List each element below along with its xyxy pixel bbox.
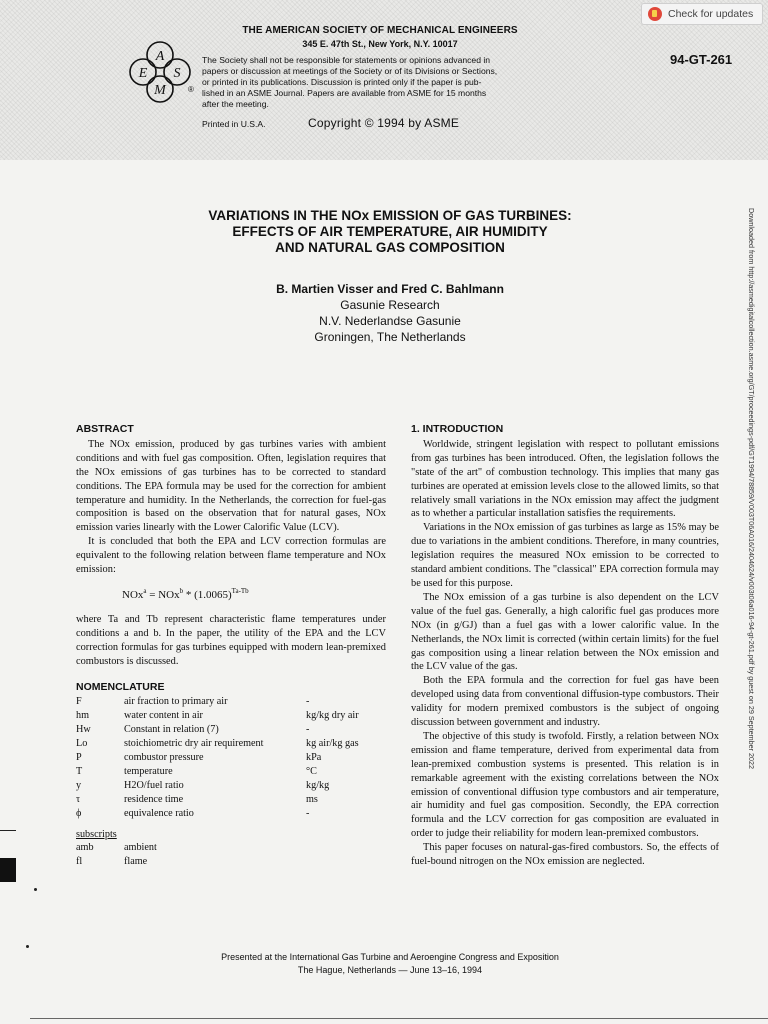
- nomenclature-description: Constant in relation (7): [124, 724, 219, 736]
- disclaimer-line: papers or discussion at meetings of the Society or of its Divisions or Sections,: [202, 66, 498, 76]
- nomenclature-row: [76, 709, 381, 723]
- equation-sup: a: [143, 586, 147, 595]
- disclaimer-line: The Society shall not be responsible for statements or opinions advanced in: [202, 55, 491, 65]
- nomenclature-description: H2O/fuel ratio: [124, 779, 184, 791]
- disclaimer: [202, 55, 547, 110]
- scan-dot: [26, 945, 29, 948]
- nomenclature-symbol: Lo: [76, 738, 88, 750]
- nomenclature-unit: -: [306, 696, 310, 708]
- subscript-symbol: fl: [76, 856, 83, 868]
- disclaimer-line: after the meeting.: [202, 99, 269, 109]
- subscripts-heading: subscripts: [76, 828, 117, 840]
- intro-paragraph: The NOx emission of a gas turbine is also dependent on the LCV value of the fuel gas. Generally, a high calorific fuel gas produces more NOx (in g/GJ) than a fuel gas with a lower calorific value. In the Netherlands, the NOx limit is corrected (within certain limits) for the fuel gas composition using a linear relation between the NOx emission and the LCV value of the gas.: [411, 591, 719, 673]
- abstract-paragraph: It is concluded that both the EPA and LCV correction formulas are equivalent to the following relation between flame temperature and NOx emission:: [76, 536, 386, 576]
- nomenclature-row: [76, 793, 381, 807]
- nomenclature-heading: NOMENCLATURE: [76, 680, 165, 693]
- check-for-updates-label: Check for updates: [668, 8, 754, 20]
- nomenclature-row: [76, 807, 381, 821]
- download-watermark: Downloaded from http://asmedigitalcollection.asme.org/GT/proceedings-pdf/GT1994/78859/V003T06A016/2404624/v003t06a016-94-gt-261.pdf by guest on 29 September 2022: [747, 208, 756, 769]
- nomenclature-unit: kPa: [306, 752, 322, 764]
- nomenclature-description: residence time: [124, 793, 184, 805]
- footer-line: Presented at the International Gas Turbine and Aeroengine Congress and Exposition: [221, 952, 559, 962]
- nomenclature-symbol: F: [76, 696, 82, 708]
- nomenclature-symbol: ϕ: [76, 807, 82, 819]
- affiliation-line: N.V. Nederlandse Gasunie: [319, 314, 461, 328]
- nomenclature-unit: -: [306, 724, 310, 736]
- printed-in: Printed in U.S.A.: [202, 119, 266, 129]
- subscript-row: [76, 841, 157, 855]
- right-column: [411, 423, 719, 869]
- nomenclature-symbol: τ: [76, 793, 81, 805]
- society-address: 345 E. 47th St., New York, N.Y. 10017: [302, 39, 458, 49]
- nomenclature-unit: kg air/kg gas: [306, 738, 359, 750]
- nomenclature-unit: -: [306, 807, 310, 819]
- nomenclature-unit: kg/kg dry air: [306, 710, 359, 722]
- paper-title: [150, 208, 630, 256]
- intro-paragraph: Both the EPA formula and the correction for fuel gas have been developed using data from conventional diffusion-type combustors. Their validity for modern premixed combustors is the subject of ongoing discussion between government and industry.: [411, 675, 719, 729]
- scan-dot: [34, 888, 37, 891]
- nomenclature-row: [76, 765, 381, 779]
- subscript-row: [76, 855, 157, 869]
- subscript-description: flame: [124, 856, 148, 868]
- footer-line: The Hague, Netherlands — June 13–16, 1994: [297, 965, 483, 975]
- nomenclature-row: [76, 737, 381, 751]
- nomenclature-symbol: y: [76, 779, 82, 791]
- nomenclature-row: [76, 723, 381, 737]
- left-column: [76, 423, 386, 869]
- intro-paragraph: The objective of this study is twofold. Firstly, a relation between NOx emission and flame temperature, derived from experimental data from lean-premixed combustion systems is presented. This relation is in remarkable agreement with the existing correlations between the NOx emission of conventional diffusion type combustors and air temperature, air humidity and fuel gas composition. Secondly, the EPA correction formula and the LCV correction for gas composition are evaluated in order to judge their reliability for modern lean-premixed combustors.: [411, 730, 719, 840]
- abstract-paragraph: where Ta and Tb represent characteristic flame temperatures under conditions a and b. In the paper, the utility of the EPA and the LCV correction formulas for gas turbines equipped with modern lean-premixed combustors is discussed.: [76, 613, 386, 667]
- nomenclature-row: [76, 751, 381, 765]
- nomenclature-description: temperature: [124, 765, 173, 777]
- bottom-rule: [30, 1018, 768, 1019]
- logo-letter-right: S: [173, 66, 181, 81]
- nomenclature-unit: °C: [306, 765, 317, 777]
- subscripts-table: [76, 841, 157, 869]
- copyright-notice: Copyright © 1994 by ASME: [308, 116, 460, 130]
- nomenclature-description: water content in air: [124, 710, 203, 722]
- nomenclature-row: [76, 779, 381, 793]
- authors: B. Martien Visser and Fred C. Bahlmann: [276, 282, 504, 296]
- check-for-updates-button[interactable]: [641, 3, 763, 25]
- title-line: EFFECTS OF AIR TEMPERATURE, AIR HUMIDITY: [232, 224, 548, 239]
- equation-mid: = NOx: [146, 588, 180, 601]
- introduction-heading: 1. INTRODUCTION: [411, 423, 504, 435]
- nomenclature-symbol: T: [76, 765, 83, 777]
- logo-letter-bottom: M: [154, 83, 166, 98]
- nomenclature-row: [76, 695, 381, 709]
- nomenclature-description: air fraction to primary air: [124, 696, 228, 708]
- abstract-heading: ABSTRACT: [76, 423, 134, 435]
- nomenclature-symbol: Hw: [76, 724, 91, 736]
- equation-sup: b: [179, 586, 184, 595]
- intro-paragraph: This paper focuses on natural-gas-fired combustors. So, the effects of fuel-bound nitrogen on the NOx emission are neglected.: [411, 842, 719, 868]
- nomenclature-unit: ms: [306, 793, 318, 805]
- intro-paragraph: Variations in the NOx emission of gas turbines as large as 15% may be due to variations in the ambient conditions. Therefore, in many countries, legislation requires the measured NOx emission to be corrected to standard ambient conditions. The "classical" EPA correction formula may be used for this purpose.: [411, 522, 719, 589]
- disclaimer-line: lished in an ASME Journal. Papers are available from ASME for 15 months: [202, 88, 487, 98]
- edge-mark: [0, 830, 16, 831]
- footer: [160, 951, 620, 977]
- nomenclature-symbol: hm: [76, 710, 90, 722]
- affiliation-line: Gasunie Research: [340, 298, 440, 312]
- subscript-symbol: amb: [76, 842, 94, 854]
- logo-letter-top: A: [155, 49, 165, 64]
- nomenclature-unit: kg/kg: [306, 779, 330, 791]
- society-name: THE AMERICAN SOCIETY OF MECHANICAL ENGINEERS: [242, 25, 518, 36]
- nomenclature-table: [76, 695, 381, 820]
- equation-sup: Ta-Tb: [231, 586, 249, 595]
- disclaimer-line: or printed in its publications. Discussion is printed only if the paper is pub-: [202, 77, 482, 87]
- nox-equation: [122, 585, 386, 603]
- registered-mark: ®: [188, 85, 194, 94]
- crossmark-icon: [648, 7, 662, 21]
- equation-rhs: * (1.0065): [183, 588, 232, 601]
- nomenclature-symbol: P: [76, 752, 82, 764]
- nomenclature-description: equivalence ratio: [124, 807, 194, 819]
- paper-number: 94-GT-261: [670, 52, 733, 67]
- intro-paragraph: Worldwide, stringent legislation with respect to pollutant emissions from gas turbines has been introduced. Often, the legislation follows the "state of the art" of combustion technology. This implies that many gas turbines are operated at emission levels close to the allowed limits, so that relatively small variations in the NOx emission may affect the judgment as to whether a particular installation satisfies the requirements.: [411, 438, 719, 520]
- asme-logo: [125, 37, 195, 107]
- nomenclature-description: stoichiometric dry air requirement: [124, 738, 264, 750]
- nomenclature-description: combustor pressure: [124, 752, 204, 764]
- logo-letter-left: E: [138, 66, 148, 81]
- title-line: AND NATURAL GAS COMPOSITION: [275, 240, 505, 255]
- title-line: VARIATIONS IN THE NOx EMISSION OF GAS TURBINES:: [208, 208, 572, 223]
- subscript-description: ambient: [124, 842, 157, 854]
- equation-lhs: NOx: [122, 588, 144, 601]
- edge-mark: [0, 858, 16, 882]
- affiliation-line: Groningen, The Netherlands: [314, 330, 466, 344]
- abstract-paragraph: The NOx emission, produced by gas turbines varies with ambient conditions and with fuel gas composition. Often, legislation requires that the NOx emissions of gas turbines has to be corrected to standard conditions. The EPA formula may be used for the correction for ambient temperature and humidity. In the Netherlands, the correction for fuel-gas composition is based on the observation that for natural gases, NOx emission varies linearly with the Lower Calorific Value (LCV).: [76, 438, 386, 534]
